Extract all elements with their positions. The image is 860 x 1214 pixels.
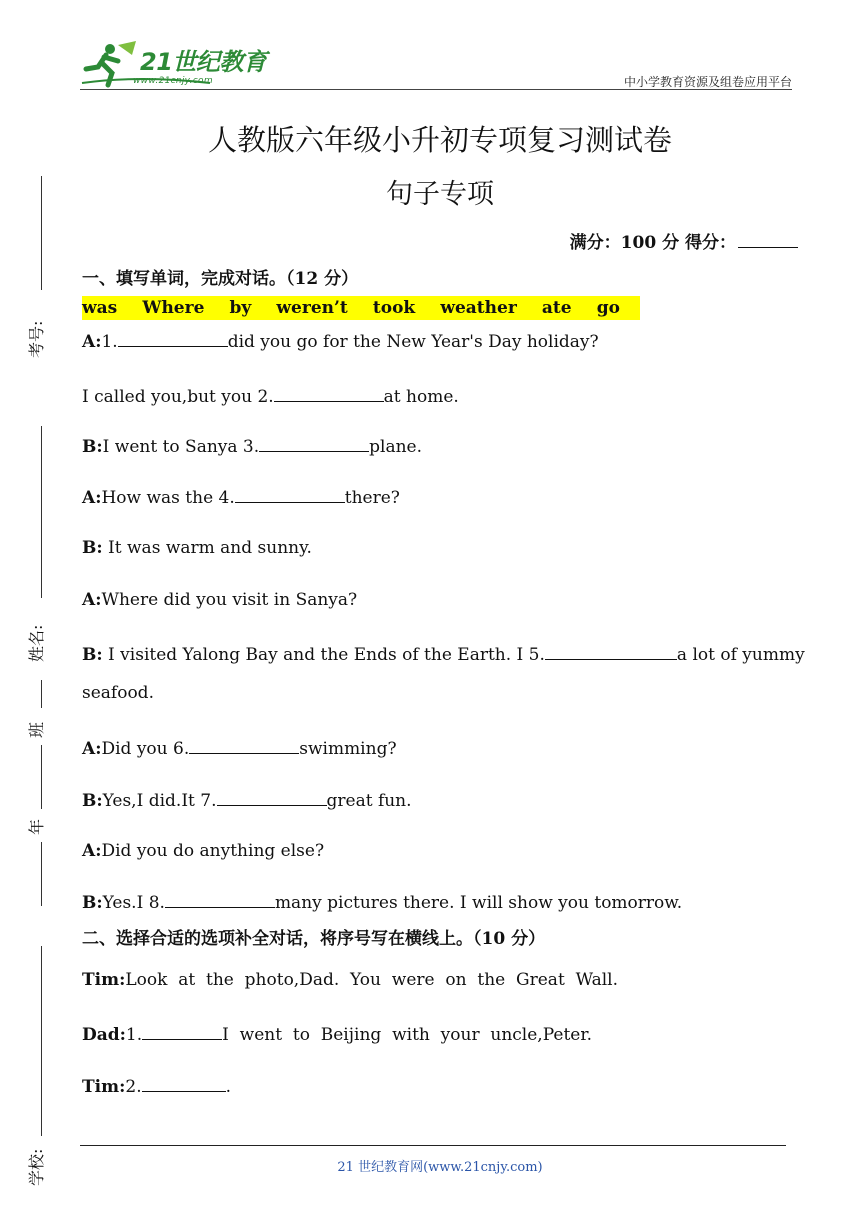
score-line [570,228,798,253]
speaker: B: [82,437,103,457]
line-text: Yes.I 8. [102,893,165,913]
margin-line [41,680,42,708]
word-bank-item: was [82,298,118,318]
header-divider [80,89,792,90]
margin-line [41,176,42,290]
word-bank-item: weather [440,298,517,318]
answer-blank-2[interactable] [274,386,384,402]
section1-heading: 一、填写单词，完成对话。（12 分） [82,269,359,289]
line-text: did you go for the New Year's Day holiday? [227,332,599,352]
line-text: plane. [369,437,423,457]
answer-blank-1[interactable] [118,331,228,347]
dialogue-line-11 [82,892,682,913]
score-text: 满分：100 分 得分： [569,233,736,253]
line-text: 1. [101,332,118,352]
answer-blank-5[interactable] [545,644,677,660]
line-text: . [225,1077,232,1097]
margin-name-label: 姓名: [27,624,46,662]
line-text: It was warm and sunny. [102,538,312,558]
speaker: A: [82,739,102,759]
line-text: I called you,but you 2. [82,387,274,407]
margin-exam-no-label: 考号: [27,320,46,358]
line-text: Yes,I did.It 7. [102,791,217,811]
dialogue-line-10 [82,841,324,861]
dialogue-line-1 [82,331,599,352]
word-bank [82,296,640,320]
margin-class-label: 班 [27,721,46,738]
logo-text: 21世纪教育 [140,48,267,76]
speaker: B: [82,893,103,913]
speaker: Tim: [82,1077,126,1097]
dialogue-line-3 [82,436,422,457]
line-text: at home. [383,387,459,407]
page-title: 人教版六年级小升初专项复习测试卷 [207,123,672,157]
speaker: Dad: [82,1025,126,1045]
score-blank[interactable] [738,233,798,248]
word-bank-item: weren’t [276,298,348,318]
dialogue-line-5 [82,538,312,558]
answer-blank-4[interactable] [235,487,345,503]
speaker: B: [82,645,103,665]
line-text: swimming? [299,739,397,759]
logo-url: www.21cnjy.com [133,76,213,86]
answer-blank-3[interactable] [259,436,369,452]
margin-line [41,842,42,906]
section2-heading: 二、选择合适的选项补全对话，将序号写在横线上。（10 分） [82,929,546,949]
margin-line [41,426,42,598]
answer-blank-6[interactable] [189,738,299,754]
margin-school-label: 学校: [27,1148,46,1186]
line-text: Look at the photo,Dad. You were on the Great Wall. [125,970,618,990]
dialogue-line-4 [82,487,400,508]
line-text: Did you 6. [101,739,190,759]
dialogue-line-6 [82,590,357,610]
dialogue-line-2 [82,386,459,407]
word-bank-item: ate [541,298,572,318]
margin-line [41,946,42,1136]
line-text: many pictures there. I will show you tomorrow. [274,893,683,913]
speaker: A: [82,841,102,861]
line-text: How was the 4. [101,488,235,508]
footer-text[interactable]: 21 世纪教育网(www.21cnjy.com) [337,1160,543,1175]
line-text: 1. [125,1025,143,1045]
dialogue-line-8 [82,738,397,759]
word-bank-item: by [229,298,252,318]
answer-blank-7[interactable] [217,790,327,806]
line-text: I visited Yalong Bay and the Ends of the Earth. I 5. [102,645,545,665]
dialogue2-line-3 [82,1076,231,1097]
word-bank-item: Where [142,298,205,318]
dialogue2-line-2 [82,1024,592,1045]
footer-divider [80,1145,786,1146]
speaker: A: [82,590,102,610]
word-bank-item: took [372,298,416,318]
dialogue-line-7 [82,644,805,665]
dialogue2-line-1 [82,970,618,990]
dialogue-line-9 [82,790,412,811]
platform-name: 中小学教育资源及组卷应用平台 [623,75,792,89]
line-text: there? [344,488,400,508]
line-text: a lot of yummy [676,645,805,665]
page-subtitle: 句子专项 [386,179,494,210]
answer-blank-8[interactable] [165,892,275,908]
speaker: B: [82,538,103,558]
line-text: great fun. [326,791,412,811]
line-text: I went to Sanya 3. [102,437,260,457]
line-text: Where did you visit in Sanya? [101,590,358,610]
word-bank-item: go [596,298,620,318]
speaker: A: [82,488,102,508]
margin-line [41,745,42,809]
answer-blank-s2-1[interactable] [142,1024,222,1040]
line-text: Did you do anything else? [101,841,325,861]
speaker: B: [82,791,103,811]
speaker: Tim: [82,970,126,990]
margin-grade-label: 年 [27,818,46,835]
speaker: A: [82,332,102,352]
answer-blank-s2-2[interactable] [142,1076,226,1092]
line-text: 2. [125,1077,142,1097]
line-text: I went to Beijing with your uncle,Peter. [222,1025,592,1045]
dialogue-line-7-cont: seafood. [82,683,154,703]
